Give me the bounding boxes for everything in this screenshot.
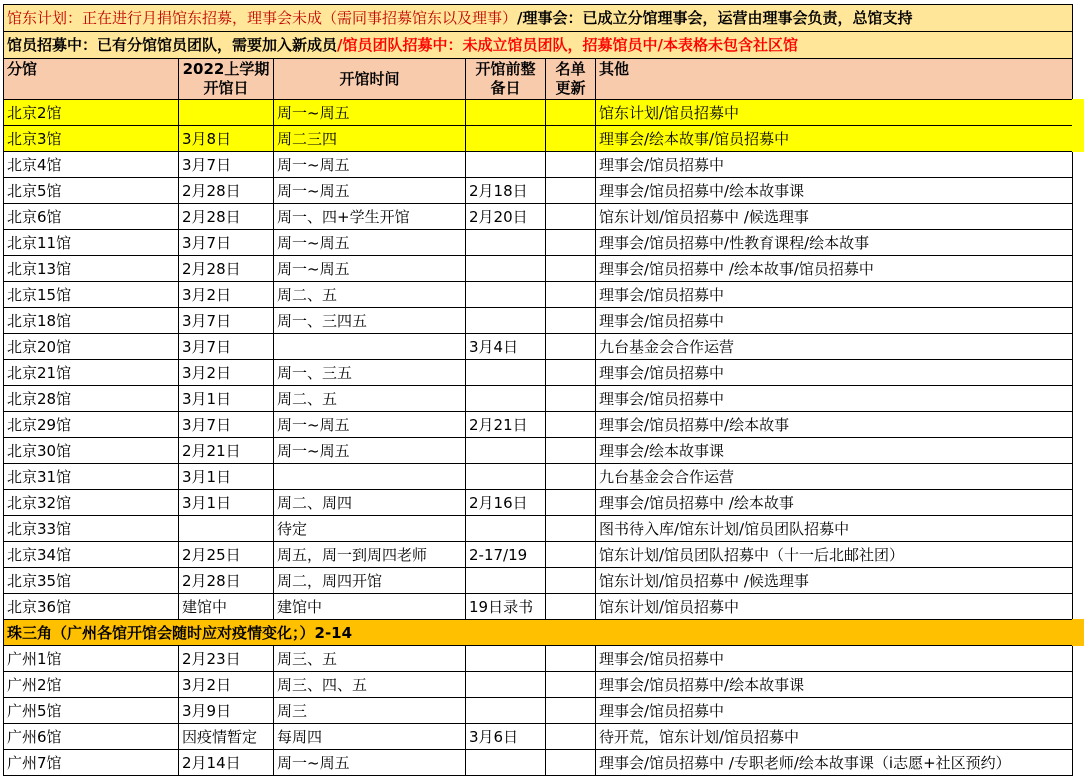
cell[interactable]: 理事会/馆员招募中 bbox=[596, 282, 1073, 308]
cell[interactable]: 北京18馆 bbox=[4, 308, 179, 334]
cell[interactable]: 理事会/绘本故事课 bbox=[596, 438, 1073, 464]
cell[interactable] bbox=[546, 334, 596, 360]
cell[interactable]: 理事会/馆员招募中 bbox=[596, 698, 1073, 724]
cell[interactable]: 北京29馆 bbox=[4, 412, 179, 438]
cell[interactable]: 理事会/馆员招募中 bbox=[596, 386, 1073, 412]
cell[interactable]: 理事会/馆员招募中 /绘本故事 bbox=[596, 490, 1073, 516]
cell[interactable] bbox=[274, 334, 466, 360]
cell[interactable]: 理事会/馆员招募中/绘本故事课 bbox=[596, 672, 1073, 698]
cell[interactable]: 北京3馆 bbox=[4, 126, 179, 152]
table-row bbox=[4, 594, 1073, 620]
cell[interactable]: 馆东计划/馆员招募中 bbox=[596, 100, 1073, 126]
cell[interactable]: 理事会/馆员招募中 bbox=[596, 152, 1073, 178]
cell[interactable]: 广州1馆 bbox=[4, 646, 179, 672]
cell[interactable]: 北京30馆 bbox=[4, 438, 179, 464]
cell[interactable] bbox=[466, 152, 546, 178]
note-row-1-cell[interactable] bbox=[4, 5, 1073, 32]
cell[interactable] bbox=[274, 464, 466, 490]
cell[interactable]: 2-17/19 bbox=[466, 542, 546, 568]
cell[interactable] bbox=[466, 464, 546, 490]
cell[interactable]: 周一~周五 bbox=[274, 230, 466, 256]
cell[interactable]: 2月20日 bbox=[466, 204, 546, 230]
cell[interactable]: 北京33馆 bbox=[4, 516, 179, 542]
cell[interactable]: 待定 bbox=[274, 516, 466, 542]
table-row bbox=[4, 360, 1073, 386]
cell[interactable]: 2月14日 bbox=[179, 750, 274, 776]
cell[interactable]: 图书待入库/馆东计划/馆员团队招募中 bbox=[596, 516, 1073, 542]
cell[interactable] bbox=[546, 100, 596, 126]
cell[interactable]: 周一~周五 bbox=[274, 256, 466, 282]
cell[interactable]: 待开荒，馆东计划/馆员招募中 bbox=[596, 724, 1073, 750]
cell[interactable] bbox=[466, 360, 546, 386]
table-row bbox=[4, 308, 1073, 334]
cell[interactable] bbox=[179, 100, 274, 126]
cell[interactable]: 建馆中 bbox=[274, 594, 466, 620]
branch-schedule-table bbox=[3, 4, 1073, 776]
cell[interactable]: 理事会/馆员招募中 bbox=[596, 308, 1073, 334]
cell[interactable]: 2月21日 bbox=[466, 412, 546, 438]
cell[interactable] bbox=[466, 308, 546, 334]
cell[interactable]: 3月1日 bbox=[179, 386, 274, 412]
cell[interactable]: 2月21日 bbox=[179, 438, 274, 464]
cell[interactable]: 馆东计划/馆员招募中 /候选理事 bbox=[596, 204, 1073, 230]
cell[interactable]: 北京20馆 bbox=[4, 334, 179, 360]
cell[interactable] bbox=[466, 698, 546, 724]
table-row bbox=[4, 490, 1073, 516]
cell[interactable] bbox=[179, 516, 274, 542]
table-row bbox=[4, 516, 1073, 542]
cell[interactable]: 北京5馆 bbox=[4, 178, 179, 204]
table-row bbox=[4, 412, 1073, 438]
cell[interactable]: 2月23日 bbox=[179, 646, 274, 672]
cell[interactable] bbox=[546, 464, 596, 490]
cell[interactable]: 19日录书 bbox=[466, 594, 546, 620]
table-row bbox=[4, 256, 1073, 282]
cell[interactable]: 3月1日 bbox=[179, 490, 274, 516]
table-row bbox=[4, 750, 1073, 776]
cell[interactable]: 周二、五 bbox=[274, 282, 466, 308]
cell[interactable]: 周二，周四开馆 bbox=[274, 568, 466, 594]
cell[interactable]: 北京35馆 bbox=[4, 568, 179, 594]
table-row bbox=[4, 178, 1073, 204]
cell[interactable]: 北京34馆 bbox=[4, 542, 179, 568]
cell[interactable]: 3月7日 bbox=[179, 308, 274, 334]
header-open-date[interactable]: 2022上学期开馆日 bbox=[179, 59, 274, 100]
cell[interactable] bbox=[546, 490, 596, 516]
header-branch[interactable]: 分馆 bbox=[4, 59, 179, 100]
cell[interactable] bbox=[466, 256, 546, 282]
cell[interactable]: 理事会/馆员招募中/性教育课程/绘本故事 bbox=[596, 230, 1073, 256]
cell[interactable]: 馆东计划/馆员团队招募中（十一后北邮社团） bbox=[596, 542, 1073, 568]
cell[interactable] bbox=[546, 412, 596, 438]
cell[interactable]: 周一、四+学生开馆 bbox=[274, 204, 466, 230]
cell[interactable]: 理事会/绘本故事/馆员招募中 bbox=[596, 126, 1073, 152]
table-row bbox=[4, 672, 1073, 698]
cell[interactable]: 馆东计划/馆员招募中 /候选理事 bbox=[596, 568, 1073, 594]
cell[interactable] bbox=[466, 646, 546, 672]
table-row bbox=[4, 230, 1073, 256]
cell[interactable]: 北京13馆 bbox=[4, 256, 179, 282]
header-open-time[interactable]: 开馆时间 bbox=[274, 59, 466, 100]
table-row bbox=[4, 568, 1073, 594]
cell[interactable] bbox=[546, 750, 596, 776]
cell[interactable]: 2月28日 bbox=[179, 568, 274, 594]
table-row bbox=[4, 152, 1073, 178]
table-row bbox=[4, 100, 1073, 126]
cell[interactable]: 广州2馆 bbox=[4, 672, 179, 698]
cell[interactable]: 因疫情暂定 bbox=[179, 724, 274, 750]
cell[interactable] bbox=[546, 672, 596, 698]
cell[interactable] bbox=[546, 568, 596, 594]
section-label-cell[interactable]: 珠三角（广州各馆开馆会随时应对疫情变化；）2-14 bbox=[4, 620, 1073, 646]
cell[interactable]: 周二、五 bbox=[274, 386, 466, 412]
cell[interactable] bbox=[466, 282, 546, 308]
note1-owner-plan-text: 馆东计划：正在进行月捐馆东招募，理事会未成（需同事招募馆东以及理事） bbox=[7, 9, 518, 27]
cell[interactable] bbox=[466, 386, 546, 412]
cell[interactable]: 3月8日 bbox=[179, 126, 274, 152]
cell[interactable]: 每周四 bbox=[274, 724, 466, 750]
cell[interactable] bbox=[546, 230, 596, 256]
cell[interactable] bbox=[546, 308, 596, 334]
cell[interactable]: 周三、五 bbox=[274, 646, 466, 672]
cell[interactable]: 2月16日 bbox=[466, 490, 546, 516]
note1-council-text: /理事会：已成立分馆理事会，运营由理事会负责，总馆支持 bbox=[517, 9, 913, 27]
cell[interactable] bbox=[546, 152, 596, 178]
cell[interactable]: 周一~周五 bbox=[274, 750, 466, 776]
cell[interactable]: 3月7日 bbox=[179, 230, 274, 256]
table-row bbox=[4, 126, 1073, 152]
cell[interactable]: 周二三四 bbox=[274, 126, 466, 152]
cell[interactable] bbox=[546, 256, 596, 282]
cell[interactable]: 理事会/馆员招募中/绘本故事课 bbox=[596, 178, 1073, 204]
note2-recruiting-text: 馆员招募中：已有分馆馆员团队，需要加入新成员 bbox=[7, 36, 338, 54]
cell[interactable]: 九台基金会合作运营 bbox=[596, 334, 1073, 360]
cell[interactable]: 建馆中 bbox=[179, 594, 274, 620]
cell[interactable]: 周一~周五 bbox=[274, 152, 466, 178]
table-row bbox=[4, 646, 1073, 672]
note-row-2-cell[interactable] bbox=[4, 32, 1073, 59]
cell[interactable] bbox=[466, 568, 546, 594]
cell[interactable] bbox=[466, 516, 546, 542]
cell[interactable]: 2月18日 bbox=[466, 178, 546, 204]
cell[interactable] bbox=[546, 178, 596, 204]
cell[interactable]: 周五，周一到周四老师 bbox=[274, 542, 466, 568]
cell[interactable] bbox=[546, 646, 596, 672]
cell[interactable]: 北京21馆 bbox=[4, 360, 179, 386]
cell[interactable] bbox=[466, 126, 546, 152]
cell[interactable] bbox=[466, 100, 546, 126]
cell[interactable] bbox=[546, 438, 596, 464]
section-row bbox=[4, 620, 1073, 646]
cell[interactable]: 北京28馆 bbox=[4, 386, 179, 412]
table-row bbox=[4, 724, 1073, 750]
cell[interactable]: 周二、周四 bbox=[274, 490, 466, 516]
cell[interactable]: 周一~周五 bbox=[274, 178, 466, 204]
cell[interactable] bbox=[466, 672, 546, 698]
note-row-1 bbox=[4, 5, 1073, 32]
cell[interactable]: 3月9日 bbox=[179, 698, 274, 724]
cell[interactable]: 北京2馆 bbox=[4, 100, 179, 126]
header-other[interactable]: 其他 bbox=[596, 59, 1073, 100]
cell[interactable] bbox=[466, 750, 546, 776]
note2-team-recruiting-text: /馆员团队招募中：未成立馆员团队，招募馆员中/本表格未包含社区馆 bbox=[337, 36, 798, 54]
cell[interactable]: 北京36馆 bbox=[4, 594, 179, 620]
cell[interactable]: 理事会/馆员招募中 /专职老师/绘本故事课（i志愿+社区预约） bbox=[596, 750, 1073, 776]
cell[interactable] bbox=[546, 724, 596, 750]
cell[interactable] bbox=[546, 516, 596, 542]
table-row bbox=[4, 282, 1073, 308]
cell[interactable]: 理事会/馆员招募中 bbox=[596, 360, 1073, 386]
cell[interactable]: 北京6馆 bbox=[4, 204, 179, 230]
cell[interactable]: 北京11馆 bbox=[4, 230, 179, 256]
table-row bbox=[4, 438, 1073, 464]
cell[interactable]: 北京31馆 bbox=[4, 464, 179, 490]
cell[interactable] bbox=[546, 386, 596, 412]
column-header-row bbox=[4, 59, 1073, 100]
cell[interactable]: 3月1日 bbox=[179, 464, 274, 490]
cell[interactable]: 北京15馆 bbox=[4, 282, 179, 308]
table-row bbox=[4, 698, 1073, 724]
cell[interactable] bbox=[546, 594, 596, 620]
cell[interactable]: 北京32馆 bbox=[4, 490, 179, 516]
cell[interactable]: 3月2日 bbox=[179, 672, 274, 698]
table-row bbox=[4, 204, 1073, 230]
cell[interactable]: 九台基金会合作运营 bbox=[596, 464, 1073, 490]
cell[interactable] bbox=[466, 438, 546, 464]
cell[interactable] bbox=[466, 230, 546, 256]
table-row bbox=[4, 542, 1073, 568]
cell[interactable]: 周三 bbox=[274, 698, 466, 724]
cell[interactable]: 周一~周五 bbox=[274, 100, 466, 126]
cell[interactable]: 2月25日 bbox=[179, 542, 274, 568]
cell[interactable]: 周一、三五 bbox=[274, 360, 466, 386]
note-row-2 bbox=[4, 32, 1073, 59]
cell[interactable]: 2月28日 bbox=[179, 178, 274, 204]
cell[interactable] bbox=[546, 542, 596, 568]
cell[interactable] bbox=[546, 204, 596, 230]
cell[interactable] bbox=[546, 698, 596, 724]
table-row bbox=[4, 464, 1073, 490]
cell[interactable]: 3月7日 bbox=[179, 412, 274, 438]
cell[interactable] bbox=[546, 360, 596, 386]
cell[interactable]: 北京4馆 bbox=[4, 152, 179, 178]
cell[interactable]: 理事会/馆员招募中 /绘本故事/馆员招募中 bbox=[596, 256, 1073, 282]
cell[interactable] bbox=[546, 126, 596, 152]
header-roster-update[interactable]: 名单更新 bbox=[546, 59, 596, 100]
cell[interactable]: 周三、四、五 bbox=[274, 672, 466, 698]
cell[interactable]: 广州5馆 bbox=[4, 698, 179, 724]
cell[interactable]: 2月28日 bbox=[179, 204, 274, 230]
cell[interactable]: 3月7日 bbox=[179, 152, 274, 178]
header-prep-date[interactable]: 开馆前整备日 bbox=[466, 59, 546, 100]
cell[interactable] bbox=[546, 282, 596, 308]
cell[interactable]: 3月2日 bbox=[179, 360, 274, 386]
cell[interactable]: 广州6馆 bbox=[4, 724, 179, 750]
table-row bbox=[4, 386, 1073, 412]
cell[interactable]: 理事会/馆员招募中/绘本故事 bbox=[596, 412, 1073, 438]
cell[interactable]: 周一、三四五 bbox=[274, 308, 466, 334]
cell[interactable]: 3月7日 bbox=[179, 334, 274, 360]
cell[interactable]: 周一~周五 bbox=[274, 412, 466, 438]
cell[interactable]: 3月4日 bbox=[466, 334, 546, 360]
cell[interactable]: 馆东计划/馆员招募中 bbox=[596, 594, 1073, 620]
cell[interactable]: 广州7馆 bbox=[4, 750, 179, 776]
cell[interactable]: 2月28日 bbox=[179, 256, 274, 282]
cell[interactable]: 3月6日 bbox=[466, 724, 546, 750]
cell[interactable]: 理事会/馆员招募中 bbox=[596, 646, 1073, 672]
cell[interactable]: 3月2日 bbox=[179, 282, 274, 308]
table-row bbox=[4, 334, 1073, 360]
cell[interactable]: 周一~周五 bbox=[274, 438, 466, 464]
